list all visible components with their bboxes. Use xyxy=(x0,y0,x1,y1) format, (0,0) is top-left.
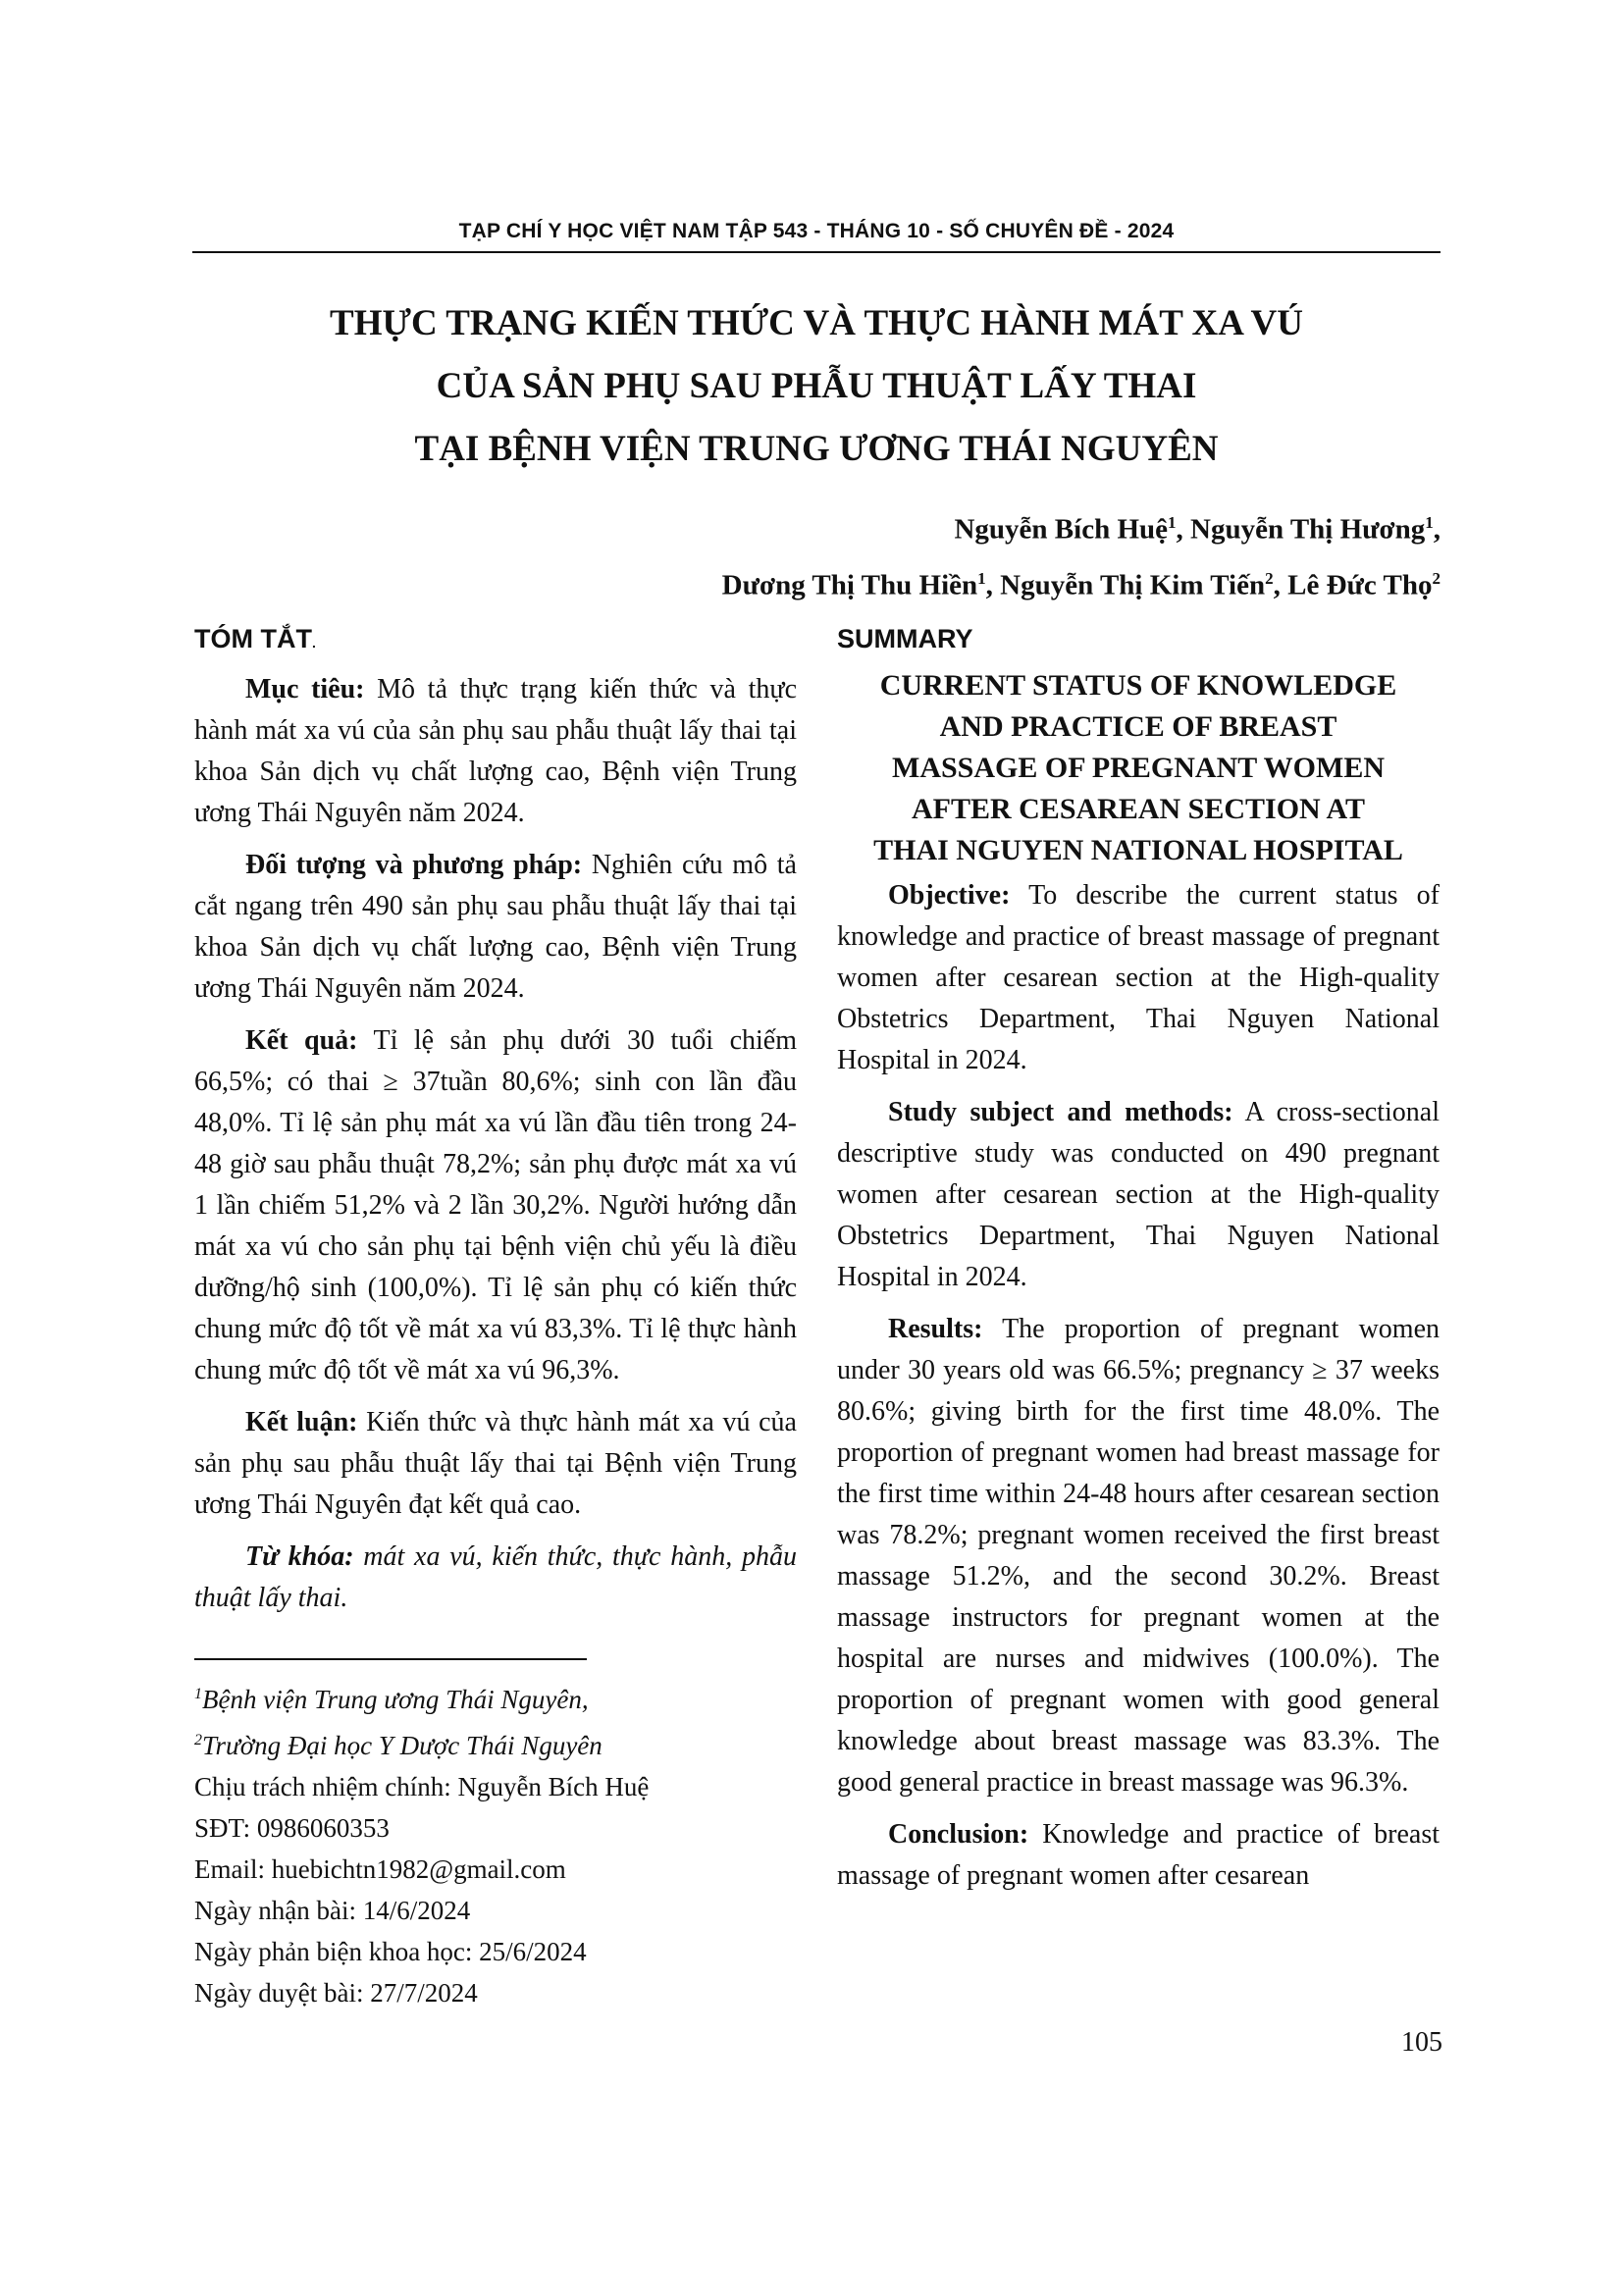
author-name: Dương Thị Thu Hiền xyxy=(721,569,978,601)
page-number: 105 xyxy=(1401,2027,1442,2058)
title-line-1: THỰC TRẠNG KIẾN THỨC VÀ THỰC HÀNH MÁT XA VÚ xyxy=(330,303,1303,343)
en-conclusion-paragraph xyxy=(837,1814,1440,1897)
vi-results-label: Kết quả: xyxy=(245,1025,358,1056)
en-results-paragraph xyxy=(837,1309,1440,1803)
author-affiliation-mark: 1 xyxy=(977,568,986,588)
affiliation-2 xyxy=(194,1720,797,1766)
author-affiliation-mark: 1 xyxy=(1425,513,1434,532)
vi-conclusion-paragraph xyxy=(194,1402,797,1526)
affiliation-1-mark: 1 xyxy=(194,1686,202,1702)
phone-number: SĐT: 0986060353 xyxy=(194,1813,390,1843)
en-abstract-heading: SUMMARY xyxy=(837,624,973,653)
author-line-1 xyxy=(192,498,1441,554)
en-title-line-3: MASSAGE OF PREGNANT WOMEN xyxy=(892,752,1385,784)
vi-keywords-label: Từ khóa: xyxy=(245,1541,354,1572)
author-separator: , xyxy=(1176,513,1191,546)
en-conclusion-text: Knowledge and practice of breast massage of pregnant women after cesarean xyxy=(837,1819,1440,1891)
author-line-2 xyxy=(192,554,1441,610)
en-methods-text: A cross-sectional descriptive study was conducted on 490 pregnant women after cesarean section at the High-quality Obstetrics Department, Thai Nguyen National Hospital in 2024. xyxy=(837,1097,1440,1292)
header-rule xyxy=(192,251,1441,253)
author-name: Nguyễn Thị Kim Tiến xyxy=(1000,569,1266,601)
author-affiliation-mark: 2 xyxy=(1432,568,1441,588)
author-list xyxy=(192,498,1441,609)
email-address: Email: huebichtn1982@gmail.com xyxy=(194,1854,566,1884)
affiliation-1-text: Bệnh viện Trung ương Thái Nguyên, xyxy=(202,1685,589,1714)
vi-objective-label: Mục tiêu: xyxy=(245,674,365,704)
en-title-line-4: AFTER CESAREAN SECTION AT xyxy=(911,793,1366,825)
author-affiliation-mark: 2 xyxy=(1265,568,1274,588)
vietnamese-abstract-column xyxy=(194,618,797,2013)
vi-abstract-heading xyxy=(194,618,797,663)
vi-methods-paragraph xyxy=(194,845,797,1010)
vi-methods-label: Đối tượng và phương pháp: xyxy=(245,850,583,880)
en-methods-label: Study subject and methods: xyxy=(888,1097,1233,1127)
author-name: Nguyễn Bích Huệ xyxy=(954,513,1169,546)
heading-dot: . xyxy=(311,635,316,651)
vi-objective-paragraph xyxy=(194,669,797,834)
vi-conclusion-label: Kết luận: xyxy=(245,1407,358,1437)
title-line-3: TẠI BỆNH VIỆN TRUNG ƯƠNG THÁI NGUYÊN xyxy=(414,429,1219,469)
received-date: Ngày nhận bài: 14/6/2024 xyxy=(194,1896,471,1925)
vi-abstract-heading-text: TÓM TẮT xyxy=(194,624,312,653)
vi-results-paragraph xyxy=(194,1020,797,1391)
author-affiliation-mark: 1 xyxy=(1168,513,1177,532)
author-name: Lê Đức Thọ xyxy=(1287,569,1433,601)
en-results-text: The proportion of pregnant women under 30 years old was 66.5%; pregnancy ≥ 37 weeks 80.6%; giving birth for the first time 48.0%. The proportion of pregnant women had breast massage for the first time within 24-48 hours after cesarean section was 78.2%; pregnant women received the first breast massage 51.2%, and the second 30.2%. Breast massage instructors for pregnant women at the hospital are nurses and midwives (100.0%). The proportion of pregnant women with good general knowledge about breast massage was 83.3%. The good general practice in breast massage was 96.3%. xyxy=(837,1314,1440,1798)
english-abstract-column xyxy=(837,618,1440,1907)
journal-header: TẠP CHÍ Y HỌC VIỆT NAM TẬP 543 - THÁNG 10 - SỐ CHUYÊN ĐỀ - 2024 xyxy=(458,220,1175,242)
review-date: Ngày phản biện khoa học: 25/6/2024 xyxy=(194,1937,587,1966)
en-objective-label: Objective: xyxy=(888,880,1011,911)
accepted-date: Ngày duyệt bài: 27/7/2024 xyxy=(194,1978,478,2008)
vi-conclusion-text: Kiến thức và thực hành mát xa vú của sản phụ sau phẫu thuật lấy thai tại Bệnh viện Trung ương Thái Nguyên đạt kết quả cao. xyxy=(194,1407,797,1520)
en-title-line-2: AND PRACTICE OF BREAST xyxy=(939,710,1337,743)
en-objective-text: To describe the current status of knowledge and practice of breast massage of pregnant women after cesarean section at the High-quality Obstetrics Department, Thai Nguyen National Hospital in 2024. xyxy=(837,880,1440,1075)
vi-results-text: Tỉ lệ sản phụ dưới 30 tuổi chiếm 66,5%; có thai ≥ 37tuần 80,6%; sinh con lần đầu 48,0%. Tỉ lệ sản phụ mát xa vú lần đầu tiên trong 24-48 giờ sau phẫu thuật 78,2%; sản phụ được mát xa vú 1 lần chiếm 51,2% và 2 lần 30,2%. Người hướng dẫn mát xa vú cho sản phụ tại bệnh viện chủ yếu là điều dưỡng/hộ sinh (100,0%). Tỉ lệ sản phụ có kiến thức chung mức độ tốt về mát xa vú 83,3%. Tỉ lệ thực hành chung mức độ tốt về mát xa vú 96,3%. xyxy=(194,1025,797,1385)
affiliation-1 xyxy=(194,1674,797,1720)
author-separator: , xyxy=(1273,569,1288,601)
vi-objective-text: Mô tả thực trạng kiến thức và thực hành mát xa vú của sản phụ sau phẫu thuật lấy thai tại khoa Sản dịch vụ chất lượng cao, Bệnh viện Trung ương Thái Nguyên năm 2024. xyxy=(194,674,798,828)
footnote-rule xyxy=(194,1658,587,1660)
en-objective-paragraph xyxy=(837,875,1440,1081)
vi-methods-text: Nghiên cứu mô tả cắt ngang trên 490 sản phụ sau phẫu thuật lấy thai tại khoa Sản dịch vụ chất lượng cao, Bệnh viện Trung ương Thái Nguyên năm 2024. xyxy=(194,850,797,1004)
en-title-line-5: THAI NGUYEN NATIONAL HOSPITAL xyxy=(873,834,1403,866)
responsible-author: Chịu trách nhiệm chính: Nguyễn Bích Huệ xyxy=(194,1772,650,1801)
affiliation-2-text: Trường Đại học Y Dược Thái Nguyên xyxy=(202,1731,602,1760)
author-separator: , xyxy=(1433,513,1441,546)
en-methods-paragraph xyxy=(837,1092,1440,1298)
english-title xyxy=(837,665,1440,871)
vi-keywords-paragraph xyxy=(194,1537,797,1619)
author-name: Nguyễn Thị Hương xyxy=(1190,513,1426,546)
en-conclusion-label: Conclusion: xyxy=(888,1819,1029,1850)
affiliation-2-mark: 2 xyxy=(194,1732,202,1748)
en-results-label: Results: xyxy=(888,1314,983,1344)
author-separator: , xyxy=(985,569,1001,601)
vi-keywords-text: mát xa vú, kiến thức, thực hành, phẫu thuật lấy thai. xyxy=(194,1541,797,1613)
article-title xyxy=(192,292,1441,481)
title-line-2: CỦA SẢN PHỤ SAU PHẪU THUẬT LẤY THAI xyxy=(436,366,1197,406)
footnotes xyxy=(194,1674,797,2013)
en-title-line-1: CURRENT STATUS OF KNOWLEDGE xyxy=(879,669,1397,702)
